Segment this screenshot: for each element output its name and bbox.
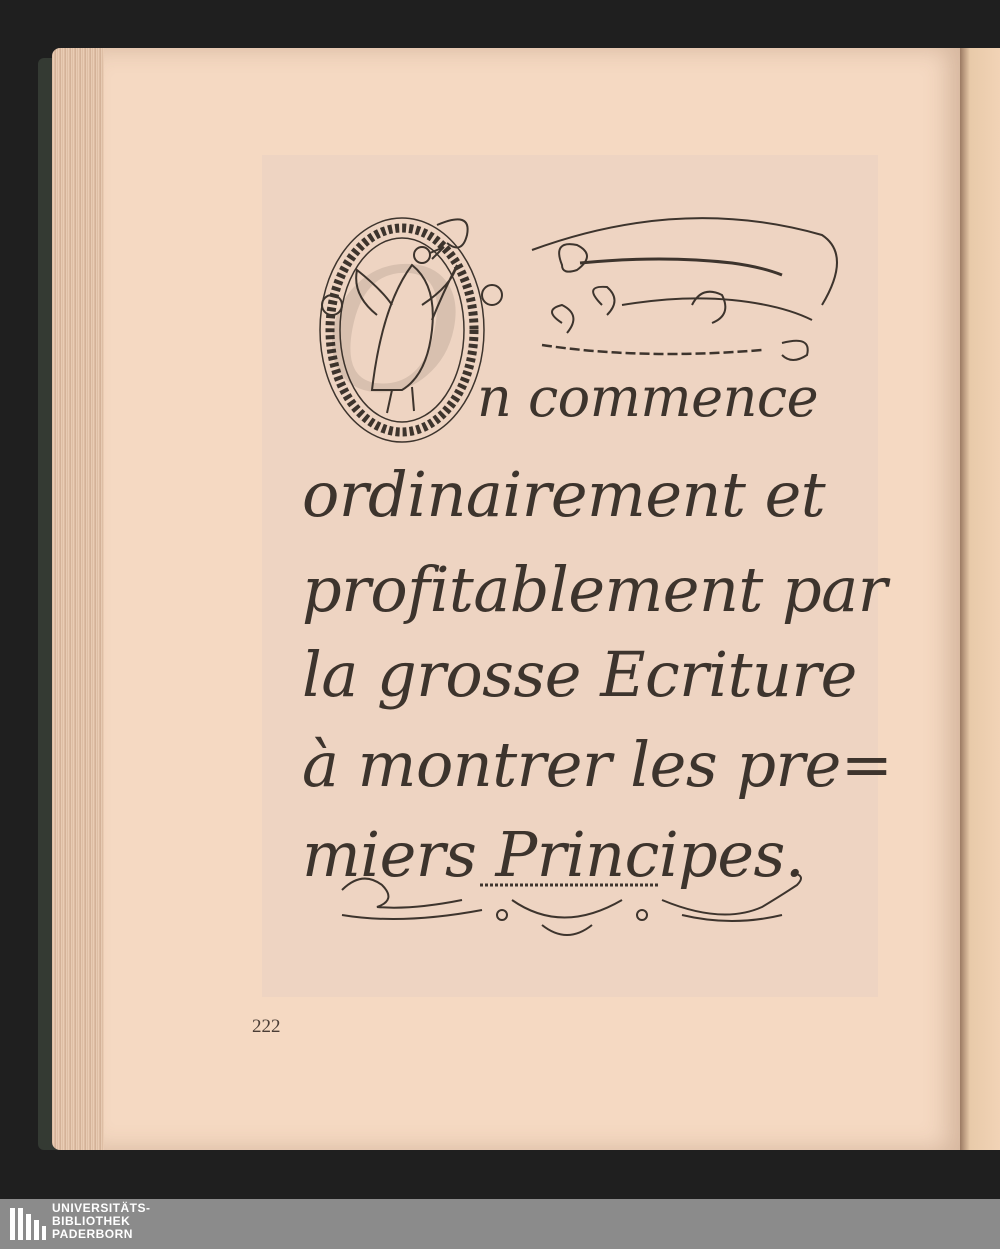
top-flourish <box>532 218 837 360</box>
logo-line-2: BIBLIOTHEK <box>52 1214 131 1228</box>
page-number: 222 <box>252 1016 281 1037</box>
library-logo-text <box>52 1202 151 1241</box>
library-logo-icon <box>8 1204 48 1244</box>
text-line-4: la grosse Ecriture <box>302 638 857 711</box>
footer-bar <box>0 1199 1000 1249</box>
text-line-6: miers Principes. <box>302 818 805 891</box>
text-line-5: à montrer les pre= <box>302 728 893 801</box>
calligraphy-plate <box>262 155 893 997</box>
logo-line-1: UNIVERSITÄTS- <box>52 1201 151 1215</box>
logo-line-3: PADERBORN <box>52 1227 133 1241</box>
facing-page-edge <box>960 48 1000 1150</box>
text-line-2: ordinairement et <box>302 458 826 531</box>
text-line-3: profitablement par <box>302 553 887 626</box>
drop-cap-letter: O <box>324 233 463 431</box>
text-line-1: n commence <box>477 366 819 429</box>
